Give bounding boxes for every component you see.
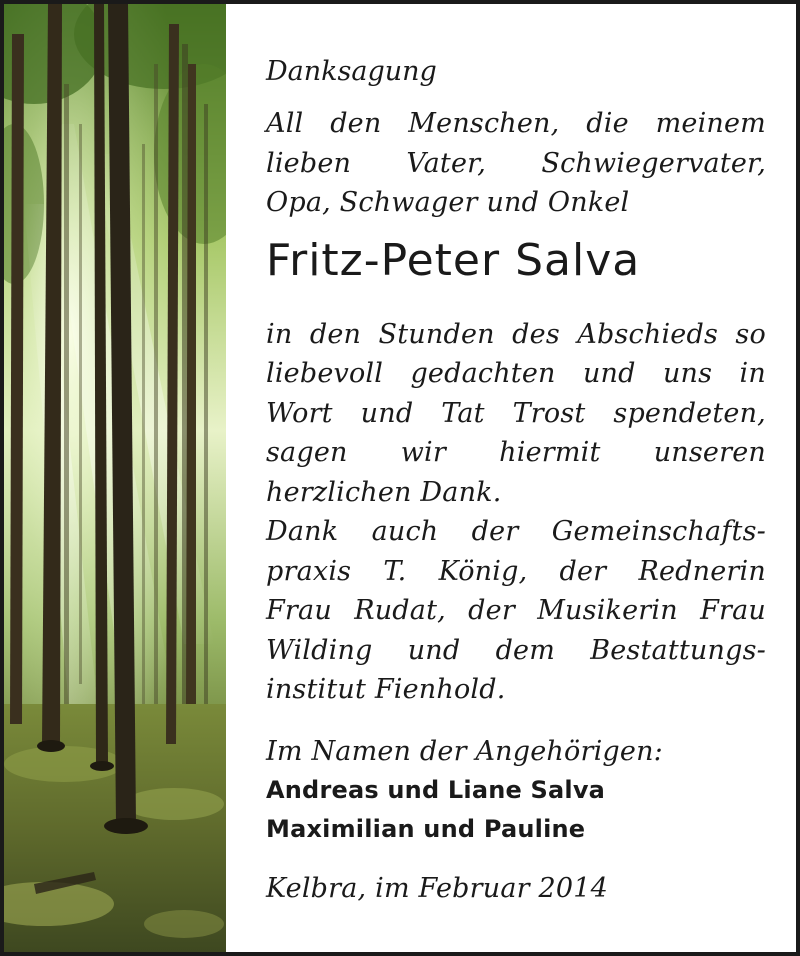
word: Dank [266,516,339,547]
word: herzlichen Dank. [266,476,502,508]
word: hiermit [499,437,601,468]
word: den [309,318,362,350]
body-line [266,354,766,394]
word: Stunden [378,318,495,350]
word: liebevoll [266,358,384,389]
word: Schwiegervater, [541,147,766,179]
signatory: Andreas und Liane Salva [266,776,606,804]
word: praxis [266,555,352,587]
word: König, [438,555,528,587]
word: des [512,318,560,350]
word: wir [400,437,447,468]
place-date: Kelbra, im Februar 2014 [266,873,609,904]
word: Rudat, [354,595,446,626]
word: Opa, Schwager und Onkel [266,187,630,218]
word: unseren [653,437,766,468]
thanks-line [266,512,766,552]
word: lieben [266,147,352,179]
notice-text [266,52,766,909]
signatory: Maximilian und Pauline [266,815,586,843]
word: institut Fienhold. [266,674,506,705]
word: den [330,108,382,139]
word: und [360,397,414,429]
word: und [407,634,461,666]
word: der [468,595,515,626]
intro-line [266,104,766,144]
word: Tat [441,397,485,429]
signoff: Im Namen der Angehörigen: [266,735,663,767]
forest-illustration [4,4,226,952]
body-line [266,433,766,473]
word: meinem [655,108,766,139]
word: Musikerin [537,595,678,626]
word: so [735,318,766,350]
word: in [739,358,766,389]
spacer [266,710,766,732]
word: Wort [266,397,333,429]
body-line [266,473,766,513]
thanks-line [266,631,766,671]
word: der [559,555,607,587]
intro-line [266,144,766,184]
word: die [586,108,629,139]
word: Menschen, [408,108,560,139]
heading: Danksagung [266,56,437,87]
word: der [471,516,519,547]
thanks-line [266,591,766,631]
word: spendeten, [613,397,766,429]
word: Abschieds [577,318,718,350]
word: Gemeinschafts- [551,516,766,547]
word: All [266,108,304,139]
thanks-line [266,670,766,710]
word: gedachten [410,358,556,389]
word: T. [383,555,407,587]
body-paragraph [266,315,766,513]
word: Bestattungs- [590,634,766,666]
word: Rednerin [638,555,766,587]
intro-line [266,183,766,223]
word: uns [662,358,713,389]
word: Frau [700,595,766,626]
word: Vater, [406,147,487,179]
body-line [266,315,766,355]
intro-paragraph [266,104,766,223]
word: auch [371,516,439,547]
word: in [266,318,293,350]
word: sagen [266,437,348,468]
body-line [266,394,766,434]
word: Frau [266,595,332,626]
word: dem [495,634,556,666]
thanks-paragraph [266,512,766,710]
thanks-line [266,552,766,592]
word: Trost [512,397,586,429]
forest-photo [4,4,226,952]
word: und [582,358,636,389]
word: Wilding [266,634,373,666]
deceased-name: Fritz-Peter Salva [266,234,641,286]
